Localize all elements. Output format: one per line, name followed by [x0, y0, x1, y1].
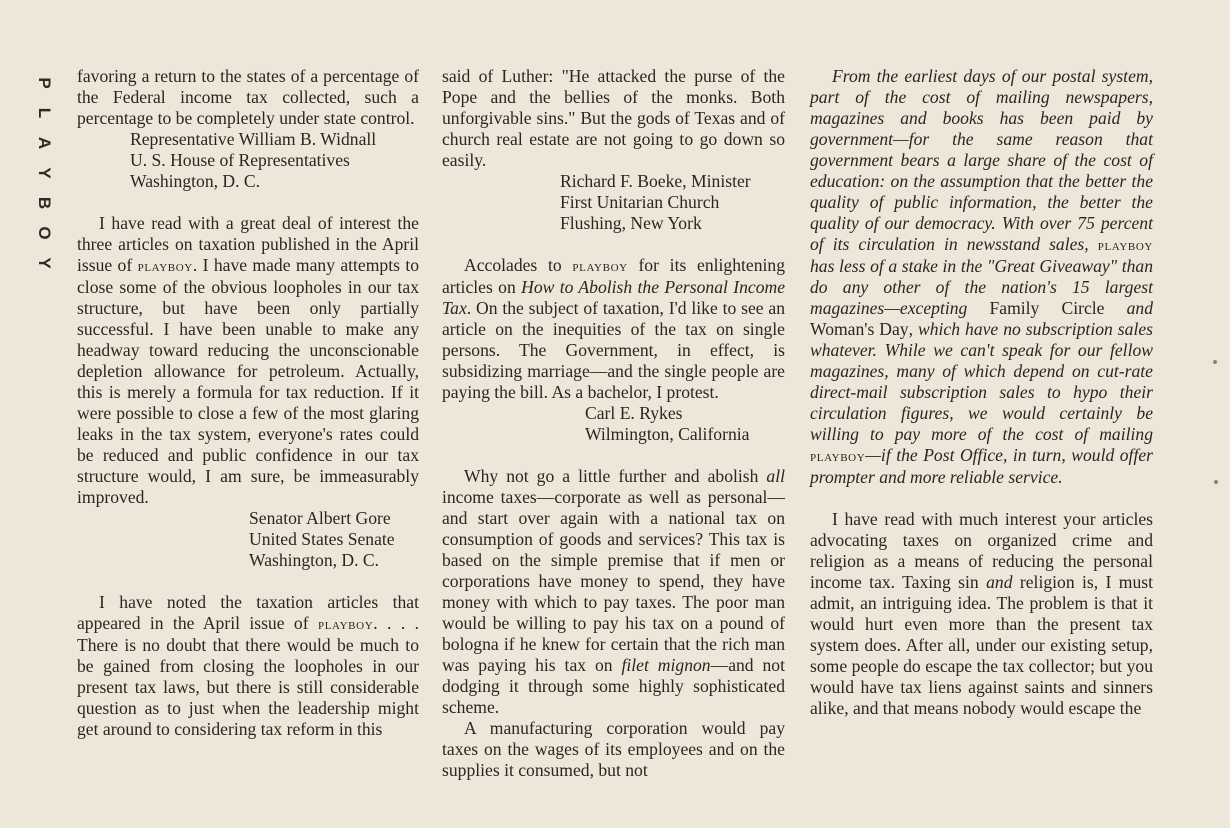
magazine-name: playboy [1097, 237, 1153, 254]
editor-reply [810, 66, 1153, 488]
text-run: for its enlightening articles on [442, 255, 785, 297]
text-run: has less of a stake in the "Great Giveaway" than do any other of the nation's 15 largest magazines—excepting [810, 256, 1153, 318]
playboy-spine-label [30, 68, 58, 278]
text-run: —and not dodging it through some highly sophisticated scheme. [442, 655, 785, 717]
spine-letter: L [35, 107, 54, 119]
text-run: I have read with much interest your articles advocating taxes on organized crime and religion as a means of reducing the personal income tax. Taxing sin [810, 509, 1153, 592]
letter-boeke-body: said of Luther: "He attacked the purse of the Pope and the bellies of the monks. Both unforgivable sins." But the gods of Texas and of church real estate are not going to go down so easily. [442, 66, 785, 170]
article-title: How to Abolish the Personal Income Tax [442, 277, 786, 318]
text-run: . I have made many attempts to close some of the obvious loopholes in our tax structure, but have been only partially successful. I have been unable to make any headway toward reducing the unconscionable depletion allowance for petroleum. Actually, this is merely a formula for tax reduction. If it were possible to close a few of the most glaring leaks in the tax system, everyone's rates could be reduced and public confidence in our tax structure would, I am sure, be immeasurably improved. [77, 255, 420, 507]
text-run: I have read with a great deal of interest the three articles on taxation published in the April issue of [77, 213, 419, 275]
letter-boeke-signature [442, 171, 785, 234]
signature-line: U. S. House of Representatives [130, 150, 350, 170]
text-run: . . . . There is no doubt that there would be much to be gained from closing the loopholes in our present tax laws, but there is still considerable question as to just when the leadership might get around to considering tax reform in this [77, 613, 420, 739]
magazine-name: playboy [317, 616, 374, 633]
text-run: and [1126, 298, 1153, 318]
text-run: Why not go a little further and abolish [464, 466, 759, 486]
magazine-name: playboy [810, 448, 866, 465]
text-run: —if the Post Office, in turn, would offer prompter and more reliable service. [810, 445, 1153, 487]
letter-consumption-tax-body [442, 466, 785, 718]
spine-letter: O [35, 226, 54, 240]
column-3 [810, 66, 1153, 719]
signature-line: Richard F. Boeke, Minister [560, 171, 751, 191]
text-run: religion is, I must admit, an intriguing idea. The problem is that it would hurt even more than the present tax system does. After all, under our existing setup, some people do escape the tax collector; but you would have tax liens against saints and sinners alike, and that means nobody would escape the [810, 572, 1154, 718]
emphasis: and [986, 572, 1013, 592]
spine-letter: Y [35, 167, 54, 179]
text-run: I have noted the taxation articles that appeared in the April issue of [77, 592, 419, 633]
letter-widnall-signature [77, 129, 419, 192]
signature-line: Wilmington, California [585, 424, 750, 444]
spine-letter: Y [35, 257, 54, 269]
text-run: Accolades to [464, 255, 562, 275]
letter-rykes-body [442, 255, 785, 403]
signature-line: United States Senate [249, 529, 395, 549]
spine-letter: P [35, 77, 54, 89]
letter-widnall-body: favoring a return to the states of a percentage of the Federal income tax collected, such a percentage to be completely under state control. [77, 66, 419, 128]
text-run: From the earliest days of our postal system, part of the cost of mailing newspapers, magazines and books has been paid by government—for the same reason that government bears a large share of the cost of education: on the assumption that the better the quality of public information, the better the quality of our democracy. With over 75 percent of its circulation in newsstand sales, [810, 66, 1153, 254]
page-speck [1214, 480, 1218, 484]
signature-line: Washington, D. C. [249, 550, 380, 570]
emphasis: filet mignon [621, 655, 711, 675]
letter-sin-tax-body [810, 509, 1153, 719]
column-1 [77, 66, 419, 740]
signature-line: Washington, D. C. [130, 171, 261, 191]
letter-gore-signature [77, 508, 419, 571]
page-speck [1213, 360, 1217, 364]
spine-letter: A [35, 136, 54, 150]
magazine-title: Woman's Day [810, 319, 909, 339]
signature-line: Representative William B. Widnall [130, 129, 377, 149]
magazine-title: Family Circle [989, 298, 1105, 318]
magazine-name: playboy [572, 258, 628, 275]
text-run: income taxes—corporate as well as personal—and start over again with a national tax on consumption of goods and services? This tax is based on the simple premise that if men or corporations have money to spend, they have money with which to pay taxes. The poor man would be willing to pay his tax on a pound of bologna if he knew for certain that the rich man was paying his tax on [442, 487, 785, 675]
signature-line: Carl E. Rykes [585, 403, 683, 423]
letter-rykes-signature [442, 403, 785, 445]
signature-line: First Unitarian Church [560, 192, 720, 212]
column-2 [442, 66, 785, 781]
text-run: . On the subject of taxation, I'd like to see an article on the inequities of the tax on single persons. The Government, in effect, is subsidizing marriage—and the single people are paying the bill. As a bachelor, I protest. [442, 298, 785, 402]
spine-letter: B [35, 196, 54, 210]
signature-line: Senator Albert Gore [249, 508, 391, 528]
letter-third-body [77, 592, 419, 740]
magazine-name: playboy [137, 258, 193, 275]
signature-line: Flushing, New York [560, 213, 702, 233]
letter-consumption-tax-continued: A manufacturing corporation would pay taxes on the wages of its employees and on the supplies it consumed, but not [442, 718, 785, 780]
letter-gore-body [77, 213, 419, 508]
emphasis: all [766, 466, 785, 486]
text-run: , which have no subscription sales whatever. While we can't speak for our fellow magazines, many of which depend on cut-rate direct-mail subscription sales to hypo their circulation figures, we would certainly be willing to pay more of the cost of mailing [810, 319, 1153, 444]
